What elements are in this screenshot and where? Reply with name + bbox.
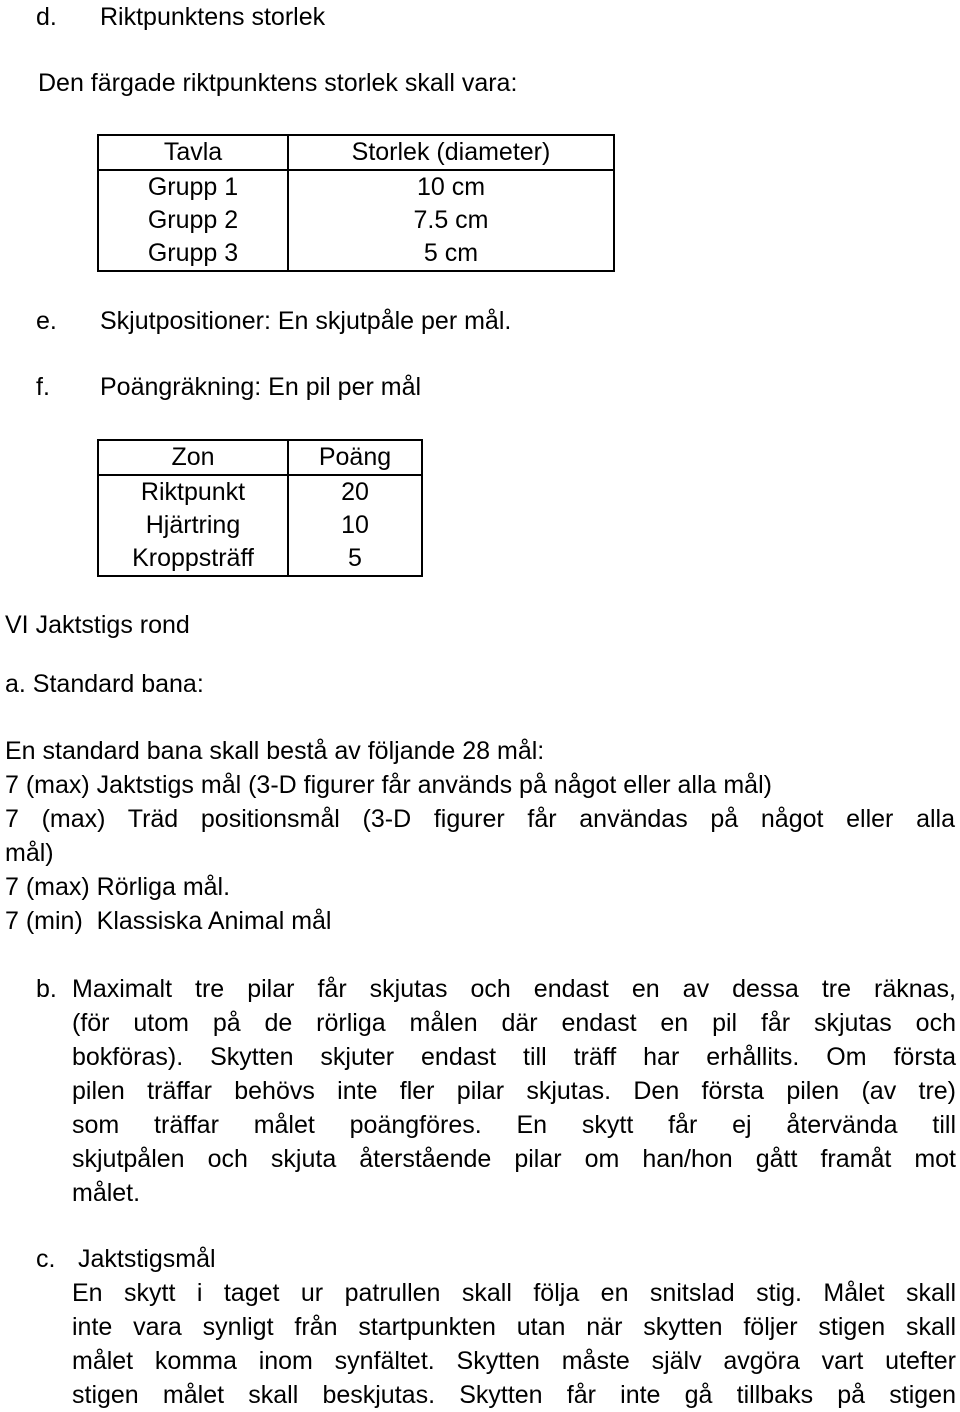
section-b-line: som träffar målet poängföres. En skytt får ej återvända till xyxy=(72,1111,956,1139)
score-table-header-poang: Poäng xyxy=(288,440,422,475)
size-table-header-row xyxy=(98,135,614,170)
score-table-cell: Riktpunkt xyxy=(98,475,288,509)
section-c-line: stigen målet skall beskjutas. Skytten får inte gå tillbaks på stigen xyxy=(72,1381,956,1409)
section-c-letter: c. xyxy=(36,1245,56,1273)
section-f-text: Poängräkning: En pil per mål xyxy=(100,373,422,401)
score-table xyxy=(97,439,423,577)
section-e-letter: e. xyxy=(36,307,57,335)
score-table-cell: Hjärtring xyxy=(98,509,288,542)
table-row xyxy=(98,542,422,576)
section-b-line: bokföras). Skytten skjuter endast till träff har erhållits. Om första xyxy=(72,1043,956,1071)
score-table-cell: 20 xyxy=(341,478,369,506)
section-b-line: pilen träffar behövs inte fler pilar skjutas. Den första pilen (av tre) xyxy=(72,1077,956,1105)
section-a-title: a. Standard bana: xyxy=(5,670,204,698)
section-d-title: Riktpunktens storlek xyxy=(100,3,326,31)
size-table-cell: 10 cm xyxy=(416,173,486,201)
section-c-line: En skytt i taget ur patrullen skall följa en snitslad stig. Målet skall xyxy=(72,1279,956,1307)
section-b-body xyxy=(72,972,956,1210)
section-b-line: målet. xyxy=(72,1179,141,1207)
score-table-cell: Kroppsträff xyxy=(98,542,288,576)
score-table-cell: 10 xyxy=(341,511,369,539)
section-b-line: (för utom på de rörliga målen där endast en pil får skjutas och xyxy=(72,1009,956,1037)
table-row xyxy=(98,170,614,204)
section-b-letter: b. xyxy=(36,975,57,1003)
section-a-line: 7 (max) Rörliga mål. xyxy=(5,873,231,901)
size-table-cell: Grupp 2 xyxy=(98,204,288,237)
section-a-line: 7 (max) Jaktstigs mål (3-D figurer får används på något eller alla mål) xyxy=(5,771,772,799)
size-table-header-storlek: Storlek (diameter) xyxy=(288,135,614,170)
size-table-cell: 7.5 cm xyxy=(413,206,489,234)
table-row xyxy=(98,509,422,542)
section-c-line: målet komma inom synfältet. Skytten måste själv avgöra vart utefter xyxy=(72,1347,956,1375)
section-e-text: Skjutpositioner: En skjutpåle per mål. xyxy=(100,307,512,335)
score-table-header-zon: Zon xyxy=(98,440,288,475)
section-c-title: Jaktstigsmål xyxy=(78,1245,216,1273)
size-table-cell: Grupp 1 xyxy=(98,170,288,204)
section-f-letter: f. xyxy=(36,373,50,401)
section-a-line: 7 (max) Träd positionsmål (3-D figurer får användas på något eller alla xyxy=(5,805,955,833)
size-table-header-tavla: Tavla xyxy=(98,135,288,170)
section-a-line: 7 (min) Klassiska Animal mål xyxy=(5,907,332,935)
section-a-body xyxy=(5,734,955,938)
size-table-cell: 5 cm xyxy=(423,239,479,267)
section-a-line: En standard bana skall bestå av följande 28 mål: xyxy=(5,737,545,765)
size-table xyxy=(97,134,615,272)
chapter-title: VI Jaktstigs rond xyxy=(5,611,190,639)
section-a-line: mål) xyxy=(5,839,54,867)
table-row xyxy=(98,204,614,237)
score-table-cell: 5 xyxy=(348,544,362,572)
table-row xyxy=(98,237,614,271)
section-d-intro: Den färgade riktpunktens storlek skall vara: xyxy=(38,69,518,97)
section-c-body xyxy=(72,1276,956,1412)
section-d-letter: d. xyxy=(36,3,57,31)
table-row xyxy=(98,475,422,509)
section-c-line: inte vara synligt från startpunkten utan när skytten följer stigen skall xyxy=(72,1313,956,1341)
section-b-line: Maximalt tre pilar får skjutas och endast en av dessa tre räknas, xyxy=(72,975,956,1003)
score-table-header-row xyxy=(98,440,422,475)
size-table-cell: Grupp 3 xyxy=(98,237,288,271)
section-b-line: skjutpålen och skjuta återstående pilar om han/hon gått framåt mot xyxy=(72,1145,956,1173)
